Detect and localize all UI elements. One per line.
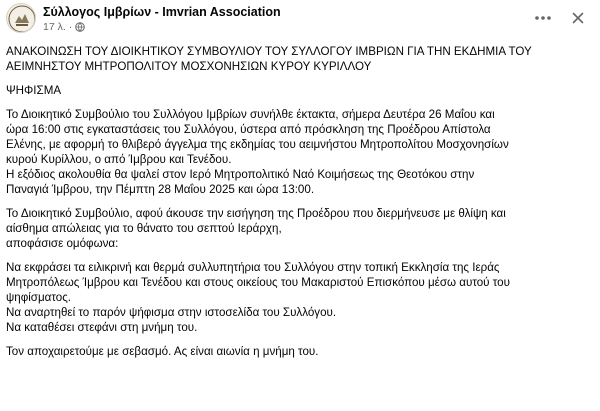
text-line: Να καταθέσει στεφάνι στη μνήμη του. (6, 321, 198, 334)
more-options-icon (534, 15, 552, 21)
text-line: Μητροπόλεως Ίμβρου και Τενέδου και στους οικείους του Μακαριστού Επισκόπου μέσω αυτού του (6, 276, 510, 289)
association-logo-icon (7, 4, 36, 33)
post-meta (43, 21, 85, 33)
text-line: Να αναρτηθεί το παρόν ψήφισμα στην ιστοσελίδα του Συλλόγου. (6, 306, 337, 319)
text-line: Το Διοικητικό Συμβούλιο του Συλλόγου Ιμβρίων συνήλθε έκτακτα, σήμερα Δευτέρα 26 Μαΐου και (6, 108, 495, 121)
text-line: Ελένης, με αφορμή το θλιβερό άγγελμα της εκδημίας του αειμνήστου Μητροπολίτου Μοσχονησίων (6, 138, 509, 151)
post-header (0, 0, 600, 40)
text-line: ψηφίσματος. (6, 291, 72, 304)
resolution-title (6, 83, 594, 98)
author-name[interactable]: Σύλλογος Ιμβρίων - Imvrian Association (43, 5, 281, 19)
text-line: Η εξόδιος ακολουθία θα ψαλεί στον Ιερό Μητροπολιτικό Ναό Κοιμήσεως της Θεοτόκου στην (6, 168, 475, 181)
text-line: αίσθημα απώλειας για το θάνατο του σεπτού Ιεράρχη, (6, 222, 282, 235)
text-line: Να εκφράσει τα ειλικρινή και θερμά συλλυπητήρια του Συλλόγου στην τοπική Εκκλησία της Ιεράς (6, 261, 500, 274)
text-line: κυρού Κυρίλλου, ο από Ίμβρου και Τενέδου. (6, 153, 232, 166)
announcement-heading (6, 44, 594, 74)
text-line: αποφάσισε ομόφωνα: (6, 237, 119, 250)
meta-separator: · (68, 21, 73, 33)
paragraph-decision (6, 206, 594, 251)
avatar[interactable] (6, 3, 36, 33)
text-line: Το Διοικητικό Συμβούλιο, αφού άκουσε την εισήγηση της Προέδρου που διερμήνευσε με θλίψη και (6, 207, 506, 220)
post-body (6, 44, 594, 368)
text-line: Τον αποχαιρετούμε με σεβασμό. Ας είναι αιωνία η μνήμη του. (6, 345, 319, 358)
action-bar-partial (0, 402, 600, 411)
close-button[interactable] (568, 8, 588, 28)
text-line: Παναγιά Ίμβρου, την Πέμπτη 28 Μαΐου 2025 και ώρα 13:00. (6, 183, 315, 196)
subheading-line: ΨΗΦΙΣΜΑ (6, 84, 62, 97)
globe-icon (75, 22, 85, 32)
text-line: ώρα 16:00 στις εγκαταστάσεις του Συλλόγου, ύστερα από πρόσκληση της Προέδρου Απίστολα (6, 123, 491, 136)
post-time[interactable]: 17 λ. (43, 21, 66, 33)
paragraph-meeting (6, 107, 594, 197)
close-icon (572, 12, 584, 24)
heading-line: ΑΝΑΚΟΙΝΩΣΗ ΤΟΥ ΔΙΟΙΚΗΤΙΚΟΥ ΣΥΜΒΟΥΛΙΟΥ ΤΟΥ ΣΥΛΛΟΓΟΥ ΙΜΒΡΙΩΝ ΓΙΑ ΤΗΝ ΕΚΔΗΜΙΑ ΤΟΥ (6, 45, 532, 58)
more-options-button[interactable] (532, 10, 554, 26)
paragraph-resolutions (6, 260, 594, 335)
heading-line: ΑΕΙΜΝΗΣΤΟΥ ΜΗΤΡΟΠΟΛΙΤΟΥ ΜΟΣΧΟΝΗΣΙΩΝ ΚΥΡΟΥ ΚΥΡΙΛΛΟΥ (6, 60, 372, 73)
closing-line (6, 344, 594, 359)
